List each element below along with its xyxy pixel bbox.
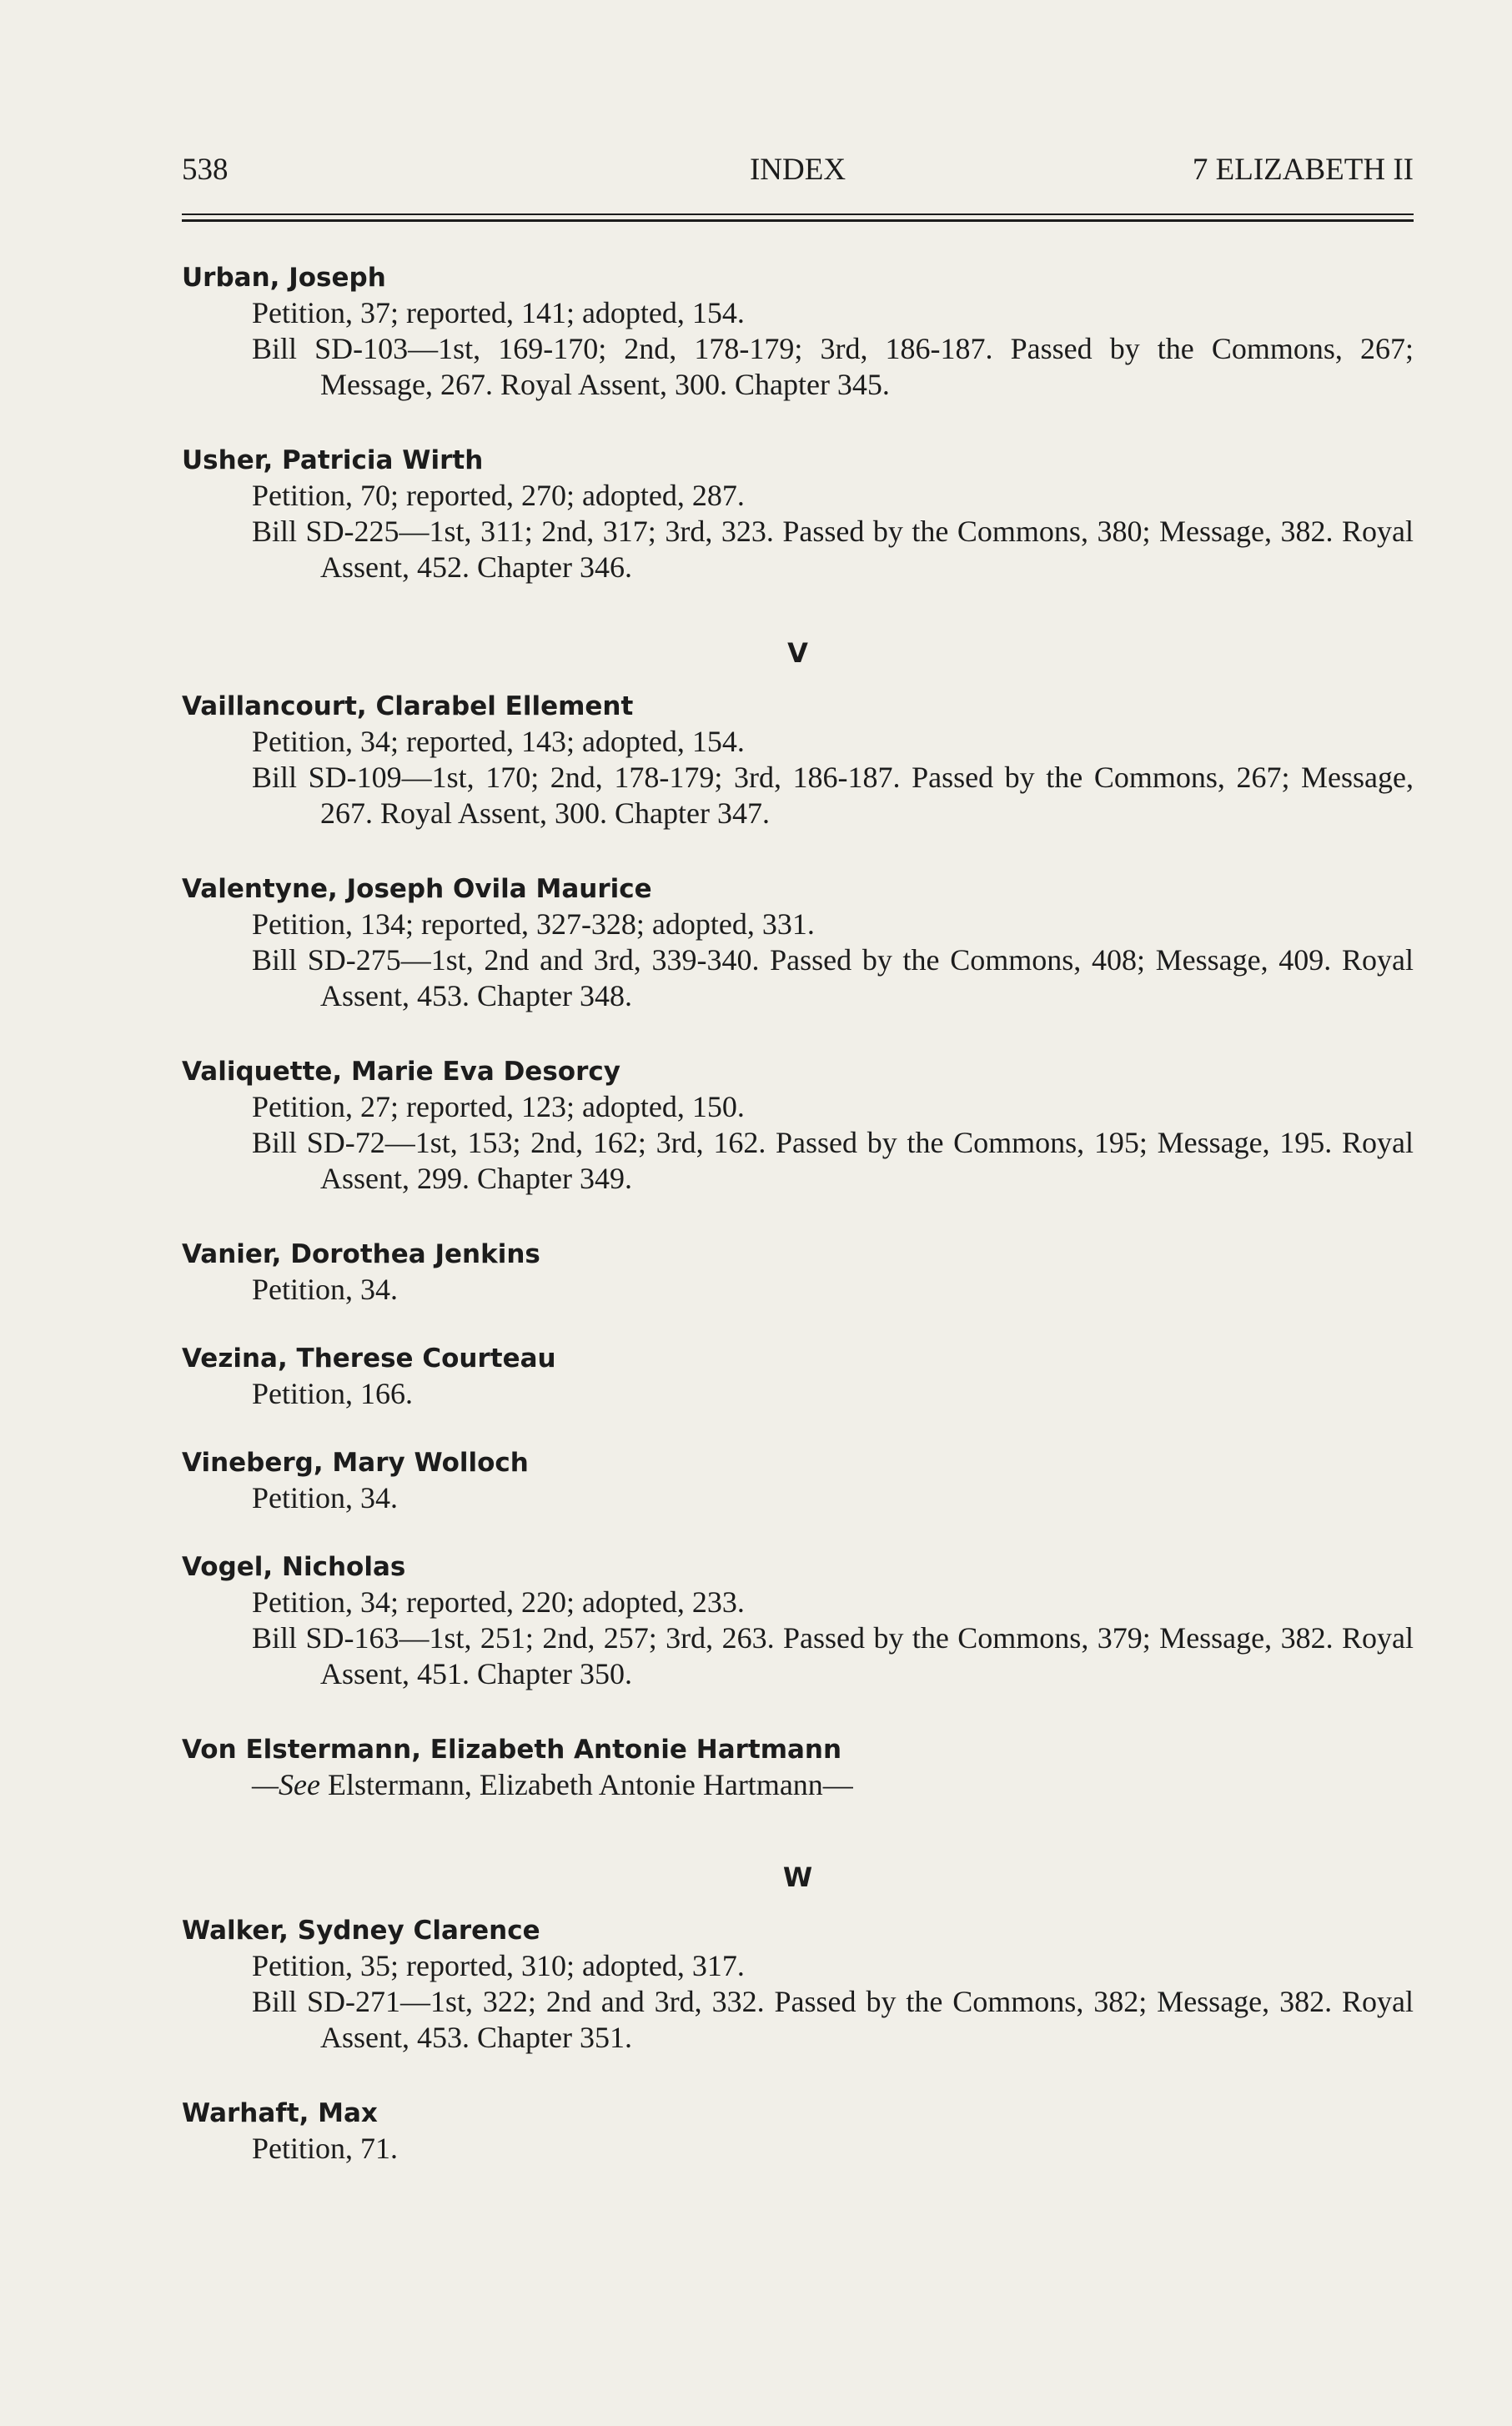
entry-name: Von Elstermann, Elizabeth Antonie Hartmann bbox=[182, 1735, 842, 1765]
entry-petition: Petition, 37; reported, 141; adopted, 154. bbox=[252, 296, 745, 329]
entry-petition: Petition, 34; reported, 143; adopted, 154. bbox=[252, 725, 745, 758]
entry-bill: Bill SD-275—1st, 2nd and 3rd, 339-340. Passed by the Commons, 408; Message, 409. Royal Assent, 453. Chapter 348. bbox=[252, 943, 1414, 1012]
header-rule bbox=[182, 213, 1414, 215]
index-entry bbox=[182, 1237, 1414, 1308]
index-entry bbox=[182, 260, 1414, 403]
entry-name: Valentyne, Joseph Ovila Maurice bbox=[182, 874, 652, 904]
entry-name: Valiquette, Marie Eva Desorcy bbox=[182, 1057, 620, 1087]
index-entry bbox=[182, 871, 1414, 1014]
page-number: 538 bbox=[182, 153, 229, 187]
entry-cross-reference bbox=[182, 1767, 1414, 1803]
entry-name: Vaillancourt, Clarabel Ellement bbox=[182, 691, 634, 721]
entry-petition: Petition, 134; reported, 327-328; adopted, 331. bbox=[252, 907, 815, 941]
index-entry bbox=[182, 1054, 1414, 1197]
index-entry bbox=[182, 1913, 1414, 2056]
entry-name: Vogel, Nicholas bbox=[182, 1552, 406, 1582]
entry-bill: Bill SD-103—1st, 169-170; 2nd, 178-179; 3rd, 186-187. Passed by the Commons, 267; Message, 267. Royal Assent, 300. Chapter 345. bbox=[252, 332, 1414, 401]
index-entry bbox=[182, 1732, 1414, 1803]
page-header bbox=[182, 152, 1414, 193]
entry-name: Vezina, Therese Courteau bbox=[182, 1344, 556, 1374]
entry-name: Usher, Patricia Wirth bbox=[182, 445, 484, 475]
index-entry bbox=[182, 443, 1414, 585]
entry-bill: Bill SD-225—1st, 311; 2nd, 317; 3rd, 323. Passed by the Commons, 380; Message, 382. Royal Assent, 452. Chapter 346. bbox=[252, 515, 1414, 584]
section-letter: V bbox=[787, 637, 808, 669]
entry-name: Vanier, Dorothea Jenkins bbox=[182, 1239, 540, 1269]
header-rule-double bbox=[182, 219, 1414, 222]
index-entry bbox=[182, 1445, 1414, 1516]
see-target: Elstermann, Elizabeth Antonie Hartmann— bbox=[319, 1768, 853, 1801]
entry-petition: Petition, 35; reported, 310; adopted, 317. bbox=[252, 1949, 745, 1982]
entry-petition: Petition, 34; reported, 220; adopted, 233. bbox=[252, 1585, 745, 1619]
entry-bill: Bill SD-271—1st, 322; 2nd and 3rd, 332. Passed by the Commons, 382; Message, 382. Royal Assent, 453. Chapter 351. bbox=[252, 1985, 1414, 2054]
index-entry bbox=[182, 689, 1414, 831]
index-entries bbox=[182, 260, 1414, 2207]
index-entry bbox=[182, 2096, 1414, 2167]
entry-bill: Bill SD-72—1st, 153; 2nd, 162; 3rd, 162. Passed by the Commons, 195; Message, 195. Royal Assent, 299. Chapter 349. bbox=[252, 1126, 1414, 1195]
entry-petition: Petition, 34. bbox=[252, 1481, 399, 1514]
entry-petition: Petition, 34. bbox=[252, 1273, 399, 1306]
volume-label: 7 ELIZABETH II bbox=[1192, 153, 1414, 187]
see-prefix: —See bbox=[252, 1768, 320, 1801]
entry-name: Vineberg, Mary Wolloch bbox=[182, 1448, 529, 1478]
entry-petition: Petition, 71. bbox=[252, 2132, 399, 2165]
entry-name: Walker, Sydney Clarence bbox=[182, 1916, 540, 1946]
entry-petition: Petition, 27; reported, 123; adopted, 150. bbox=[252, 1090, 745, 1123]
entry-bill: Bill SD-109—1st, 170; 2nd, 178-179; 3rd, 186-187. Passed by the Commons, 267; Message, 267. Royal Assent, 300. Chapter 347. bbox=[252, 761, 1414, 830]
index-entry bbox=[182, 1550, 1414, 1692]
index-entry bbox=[182, 1341, 1414, 1412]
header-title: INDEX bbox=[749, 153, 846, 187]
entry-bill: Bill SD-163—1st, 251; 2nd, 257; 3rd, 263. Passed by the Commons, 379; Message, 382. Royal Assent, 451. Chapter 350. bbox=[252, 1621, 1414, 1690]
entry-name: Warhaft, Max bbox=[182, 2098, 378, 2128]
entry-name: Urban, Joseph bbox=[182, 263, 386, 293]
section-letter: W bbox=[782, 1861, 813, 1893]
entry-petition: Petition, 70; reported, 270; adopted, 287. bbox=[252, 479, 745, 512]
entry-petition: Petition, 166. bbox=[252, 1377, 414, 1410]
